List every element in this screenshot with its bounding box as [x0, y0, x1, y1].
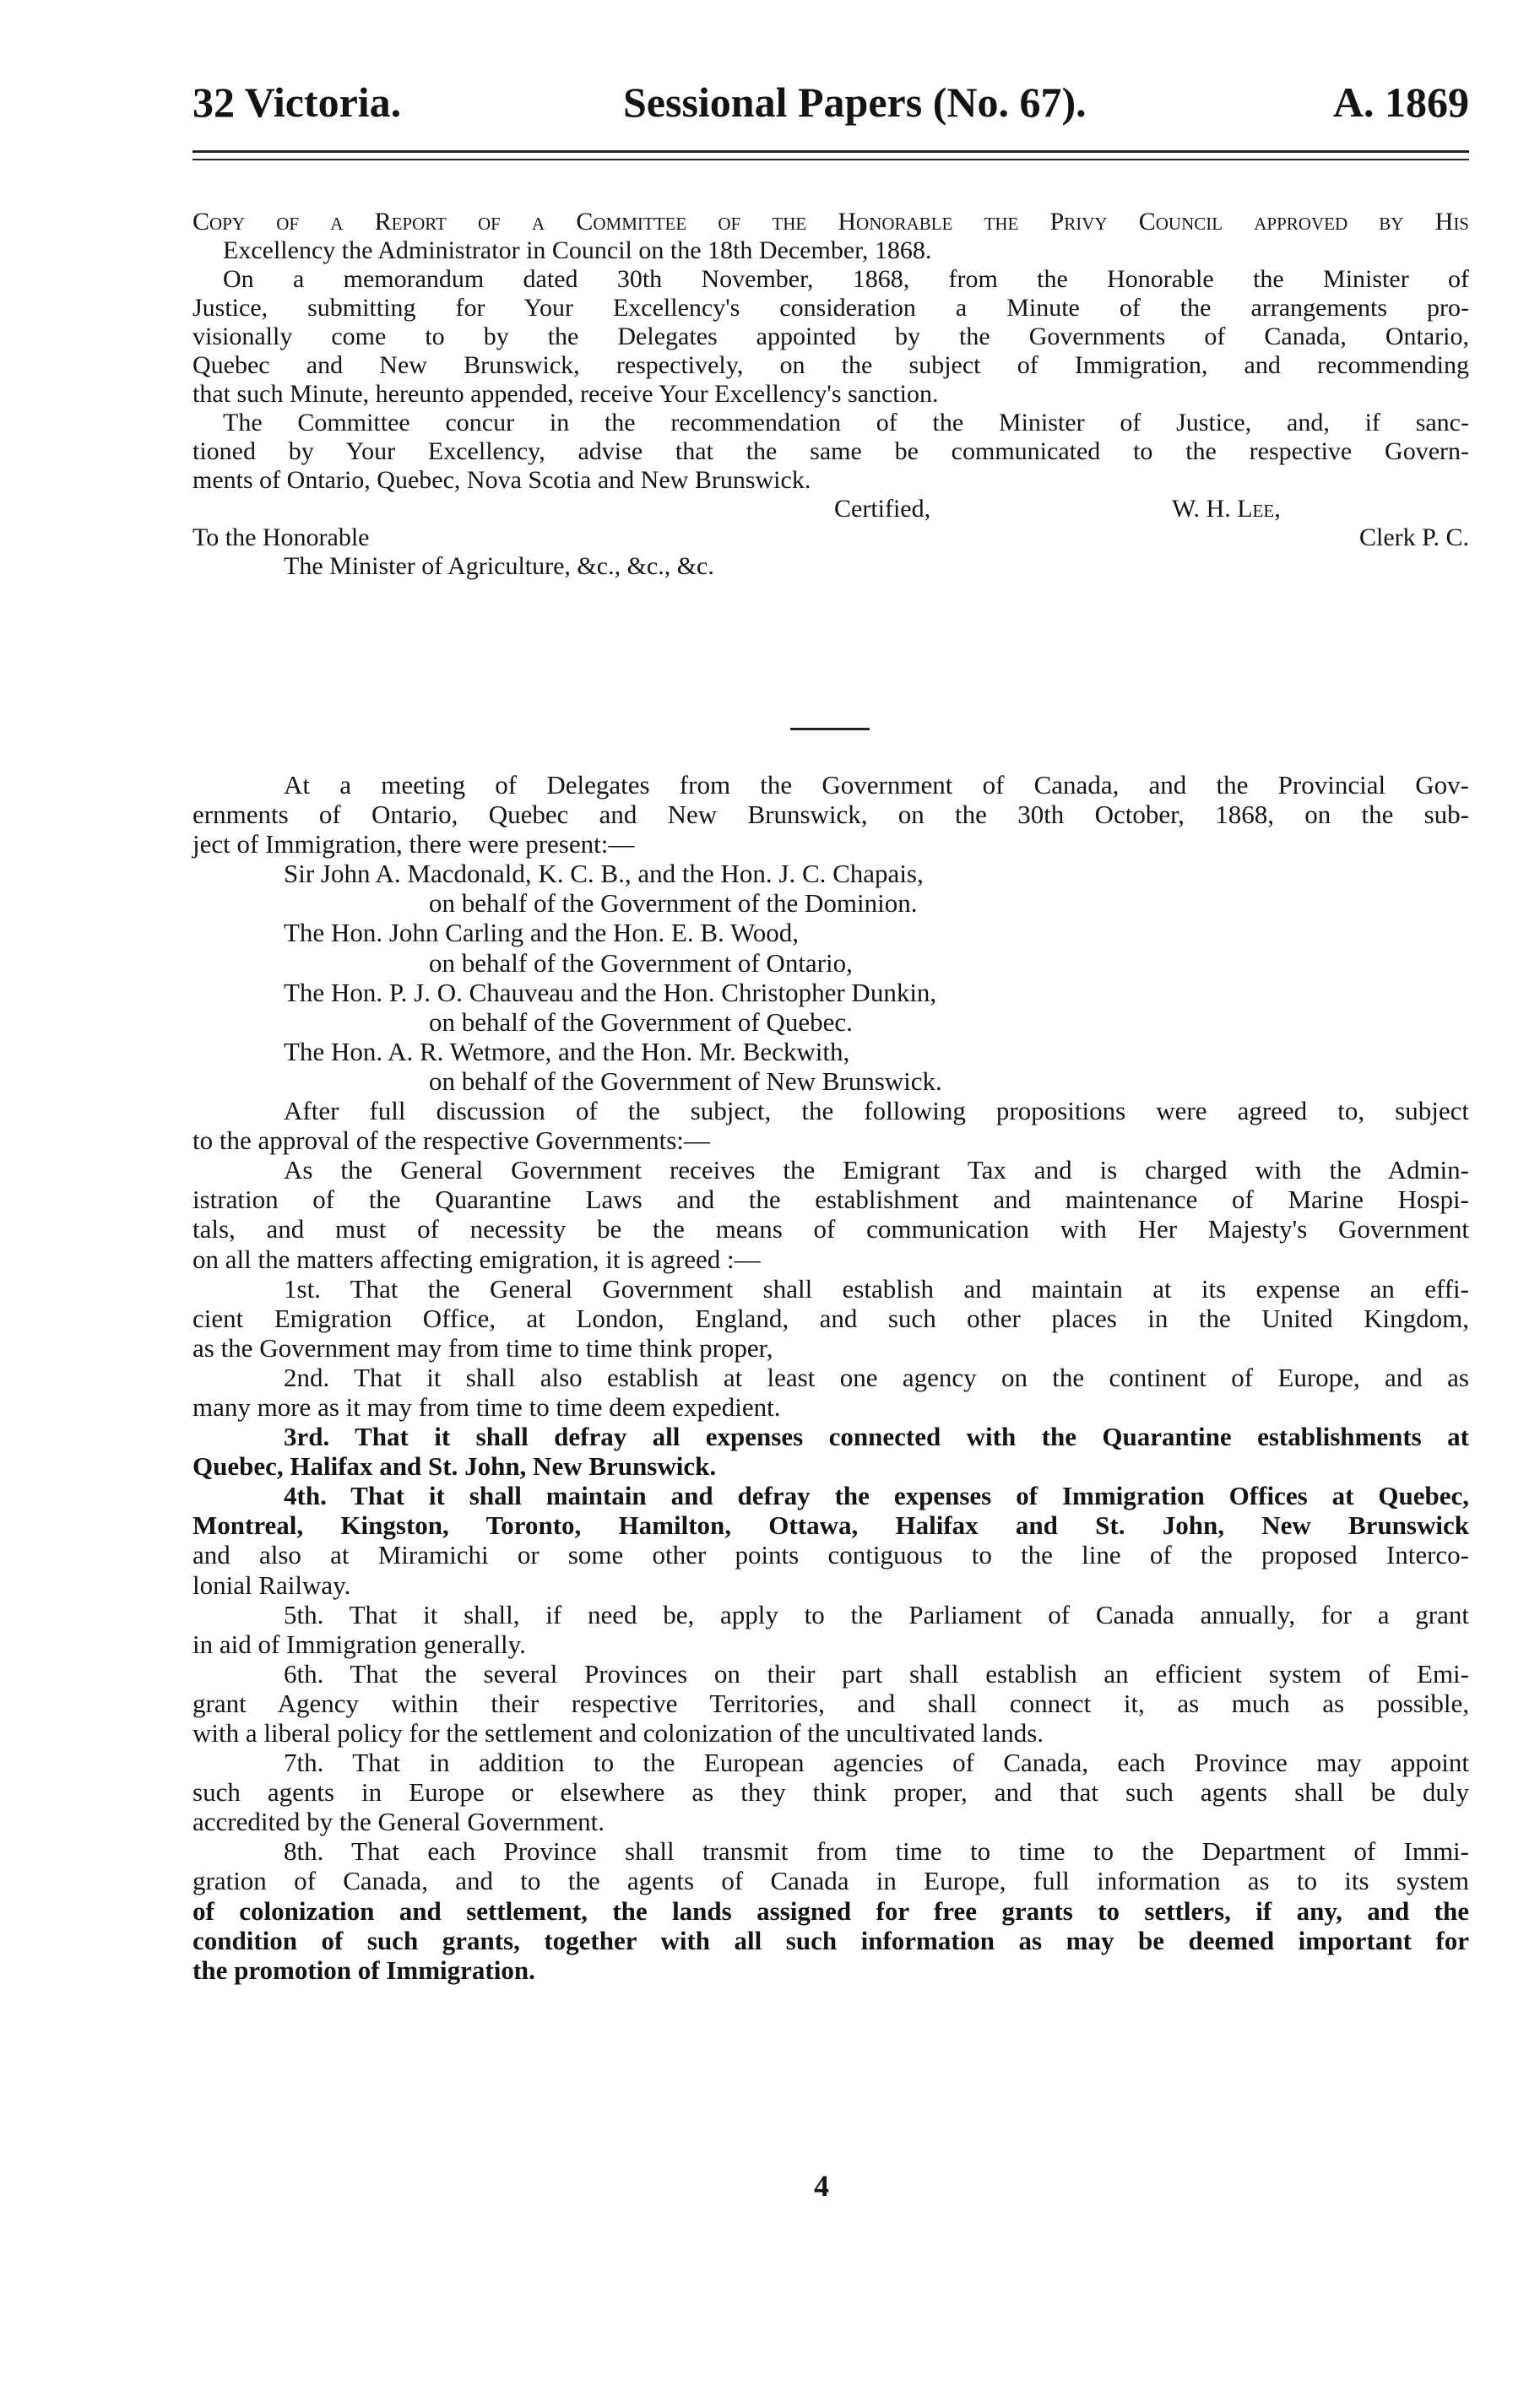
minute-line: ject of Immigration, there were present:—: [192, 829, 635, 859]
resolution-line: grant Agency within their respective Territories, and shall connect it, as much as possible,: [192, 1688, 1469, 1718]
resolution-line: 4th. That it shall maintain and defray the expenses of Immigration Offices at Quebec,: [284, 1481, 1469, 1511]
page-header: [192, 78, 1469, 137]
resolution-line: accredited by the General Government.: [192, 1807, 605, 1837]
addressee-line: The Minister of Agriculture, &c., &c., &c.: [284, 552, 714, 580]
header-rule-bottom: [192, 159, 1469, 160]
minute-line: to the approval of the respective Governments:—: [192, 1125, 710, 1156]
resolution-line: and also at Miramichi or some other points contiguous to the line of the proposed Interco-: [192, 1540, 1469, 1570]
signer-title: Clerk P. C.: [1358, 523, 1469, 551]
resolution-line: cient Emigration Office, at London, England, and such other places in the United Kingdom,: [192, 1303, 1469, 1333]
signer-name: W. H. Lee,: [1172, 495, 1281, 523]
resolution-line: the promotion of Immigration.: [192, 1955, 535, 1985]
header-title: Sessional Papers (No. 67).: [623, 79, 1087, 126]
report-paragraph-line: On a memorandum dated 30th November, 1868, from the Honorable the Minister of: [223, 265, 1469, 293]
resolution-line: in aid of Immigration generally.: [192, 1629, 526, 1659]
section-divider: [790, 728, 870, 730]
resolution-line: 7th. That in addition to the European agencies of Canada, each Province may appoint: [284, 1748, 1469, 1778]
report-paragraph-line: tioned by Your Excellency, advise that the same be communicated to the respective Govern-: [192, 437, 1469, 465]
resolution-line: 3rd. That it shall defray all expenses connected with the Quarantine establishments at: [284, 1422, 1469, 1452]
header-year: A. 1869: [1332, 79, 1469, 126]
attendee-behalf: on behalf of the Government of Ontario,: [429, 947, 853, 978]
resolution-line: 2nd. That it shall also establish at least one agency on the continent of Europe, and as: [284, 1362, 1469, 1392]
header-session: 32 Victoria.: [192, 79, 402, 126]
resolution-line: 1st. That the General Government shall establish and maintain at its expense an effi-: [284, 1273, 1469, 1304]
report-paragraph-line: Quebec and New Brunswick, respectively, on the subject of Immigration, and recommending: [192, 351, 1469, 379]
resolution-line: with a liberal policy for the settlement and colonization of the uncultivated lands.: [192, 1718, 1044, 1748]
preamble-line: As the General Government receives the Emigrant Tax and is charged with the Admin-: [284, 1155, 1469, 1185]
resolution-line: such agents in Europe or elsewhere as they think proper, and that such agents shall be duly: [192, 1777, 1469, 1808]
report-title-line: Copy of a Report of a Committee of the Honorable the Privy Council approved by His: [192, 208, 1469, 236]
report-paragraph-line: The Committee concur in the recommendation of the Minister of Justice, and, if sanc-: [223, 409, 1469, 436]
preamble-line: tals, and must of necessity be the means of communication with Her Majesty's Government: [192, 1214, 1469, 1244]
minute-line: After full discussion of the subject, the following propositions were agreed to, subject: [284, 1096, 1469, 1126]
report-paragraph-line: visionally come to by the Delegates appointed by the Governments of Canada, Ontario,: [192, 323, 1469, 350]
report-title-line: Excellency the Administrator in Council on the 18th December, 1868.: [223, 236, 932, 264]
attendee-names: The Hon. A. R. Wetmore, and the Hon. Mr. Beckwith,: [284, 1036, 850, 1066]
report-paragraph-line: that such Minute, hereunto appended, receive Your Excellency's sanction.: [192, 380, 939, 408]
resolution-line: many more as it may from time to time deem expedient.: [192, 1391, 781, 1422]
council-report: [192, 208, 1469, 581]
page-number: 4: [814, 2169, 829, 2203]
attendee-names: Sir John A. Macdonald, K. C. B., and the Hon. J. C. Chapais,: [284, 859, 924, 889]
attendee-names: The Hon. John Carling and the Hon. E. B. Wood,: [284, 918, 799, 948]
resolution-line: 5th. That it shall, if need be, apply to the Parliament of Canada annually, for a grant: [284, 1599, 1469, 1629]
header-rule-top: [192, 150, 1469, 153]
resolution-line: as the Government may from time to time think proper,: [192, 1332, 773, 1363]
certified-label: Certified,: [834, 495, 931, 523]
report-paragraph-line: Justice, submitting for Your Excellency's consideration a Minute of the arrangements pro-: [192, 294, 1469, 322]
resolution-line: gration of Canada, and to the agents of Canada in Europe, full information as to its system: [192, 1866, 1469, 1896]
preamble-line: on all the matters affecting emigration, it is agreed :—: [192, 1244, 761, 1274]
attendee-behalf: on behalf of the Government of New Brunswick.: [429, 1065, 942, 1096]
attendee-names: The Hon. P. J. O. Chauveau and the Hon. Christopher Dunkin,: [284, 977, 937, 1007]
resolution-line: Quebec, Halifax and St. John, New Brunswick.: [192, 1451, 717, 1482]
resolution-line: Montreal, Kingston, Toronto, Hamilton, Ottawa, Halifax and St. John, New Brunswick: [192, 1510, 1469, 1541]
resolution-line: 8th. That each Province shall transmit from time to time to the Department of Immi-: [284, 1836, 1469, 1867]
resolution-line: of colonization and settlement, the lands assigned for free grants to settlers, if any, and the: [192, 1895, 1469, 1926]
meeting-minute: [192, 770, 1469, 1985]
attendee-behalf: on behalf of the Government of the Dominion.: [429, 888, 918, 919]
addressee-line: To the Honorable: [192, 523, 370, 551]
preamble-line: istration of the Quarantine Laws and the establishment and maintenance of Marine Hospi-: [192, 1185, 1469, 1215]
resolution-line: condition of such grants, together with all such information as may be deemed important for: [192, 1925, 1469, 1955]
minute-line: At a meeting of Delegates from the Government of Canada, and the Provincial Gov-: [284, 770, 1469, 800]
certification-row: [192, 495, 1469, 523]
minute-line: ernments of Ontario, Quebec and New Brunswick, on the 30th October, 1868, on the sub-: [192, 800, 1469, 830]
attendee-behalf: on behalf of the Government of Quebec.: [429, 1006, 853, 1037]
resolution-line: lonial Railway.: [192, 1570, 351, 1600]
resolution-line: 6th. That the several Provinces on their part shall establish an efficient system of Emi-: [284, 1658, 1469, 1689]
report-paragraph-line: ments of Ontario, Quebec, Nova Scotia and New Brunswick.: [192, 466, 811, 494]
address-row: [192, 523, 1469, 552]
